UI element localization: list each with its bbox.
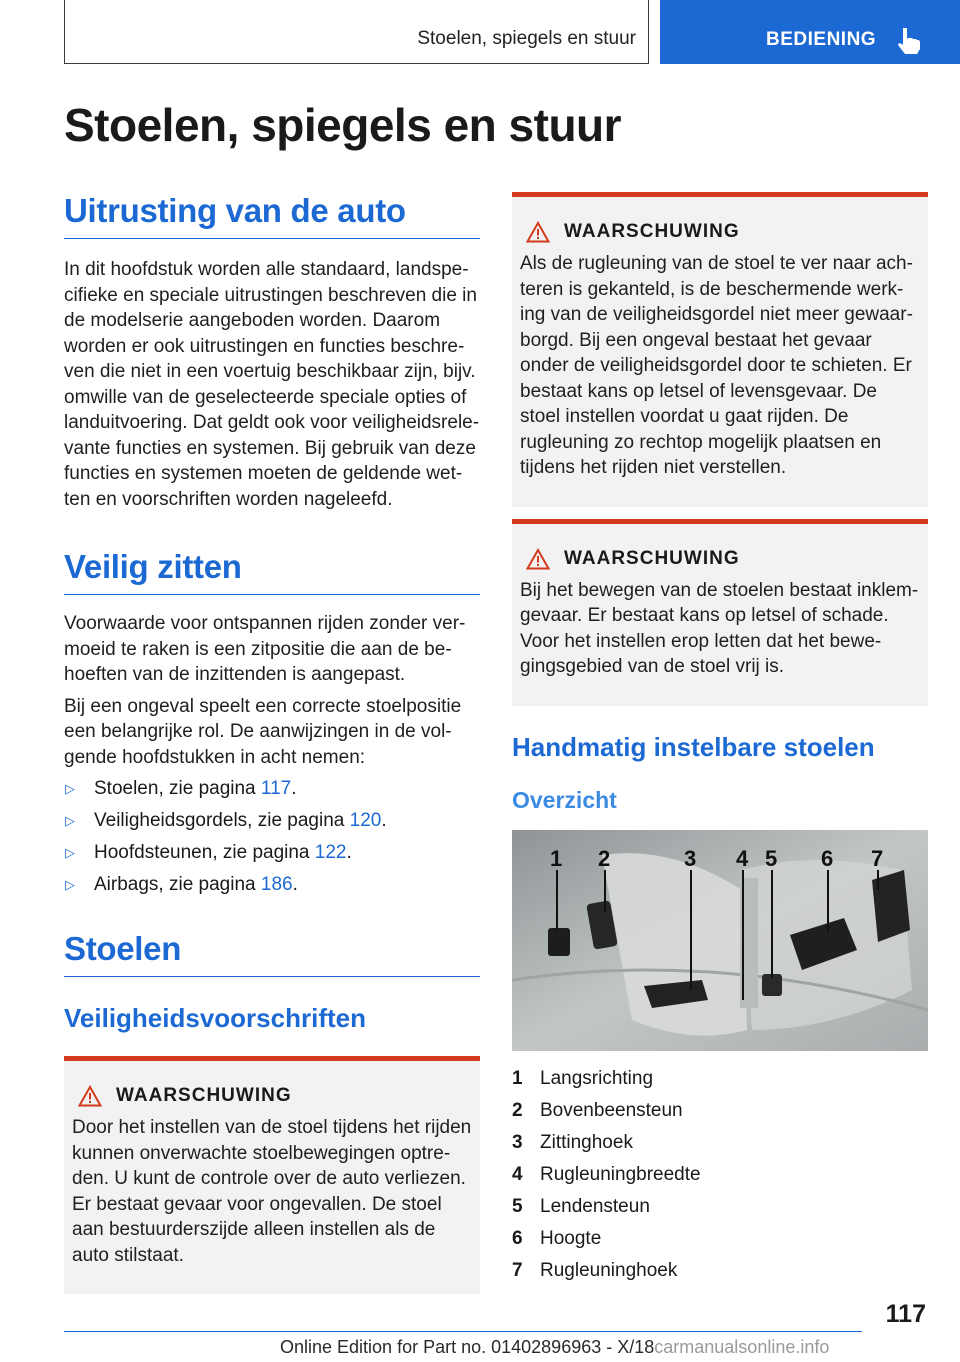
photo-label: 6	[821, 845, 834, 871]
header-section-tab[interactable]	[660, 0, 960, 64]
warning-triangle-icon	[78, 1085, 102, 1107]
list-item: ▷ Stoelen, zie pagina 117.	[64, 776, 480, 802]
heading-equipment: Uitrusting van de auto	[64, 192, 480, 239]
photo-label: 3	[684, 845, 697, 871]
warning-text: Bij het bewegen van de stoelen bestaat inklemgevaar. Er bestaat kans op letsel of schade. Voor het instellen erop letten dat het bewegingsgebied van de stoel vrij is.	[520, 579, 919, 677]
page-number: 117	[885, 1300, 926, 1328]
footer-divider	[64, 1331, 862, 1332]
list-item: ▷ Veiligheidsgordels, zie pagina 120.	[64, 808, 480, 834]
warning-title: WAARSCHUWING	[564, 547, 740, 569]
page-link[interactable]: 117	[260, 778, 292, 799]
warning-text: Door het instellen van de stoel tijdens het rijden kunnen onverwachte stoelbewegingen optreden. U kunt de controle over de auto verliezen. Er bestaat gevaar voor ongevallen. De stoel aan bestuurderszijde alleen instellen als de auto stilstaat.	[72, 1117, 472, 1266]
warning-triangle-icon	[526, 548, 550, 570]
page-link[interactable]: 122	[314, 842, 347, 863]
reference-list	[64, 776, 480, 898]
left-column	[64, 192, 480, 1294]
triangle-bullet-icon: ▷	[65, 845, 75, 860]
warning-box	[64, 1056, 480, 1294]
photo-label: 5	[765, 845, 778, 871]
footer-edition	[280, 1337, 829, 1358]
list-item: ▷ Airbags, zie pagina 186.	[64, 872, 480, 898]
heading-manual-seats: Handmatig instelbare stoelen	[512, 731, 875, 762]
heading-safe-sitting: Veilig zitten	[64, 548, 480, 595]
triangle-bullet-icon: ▷	[65, 813, 75, 828]
triangle-bullet-icon: ▷	[65, 877, 75, 892]
photo-label: 7	[871, 845, 884, 871]
list-item: 3 Zittinghoek	[512, 1131, 633, 1153]
photo-label: 4	[736, 845, 749, 871]
right-column	[512, 192, 928, 1287]
list-item: 4 Rugleuningbreedte	[512, 1163, 701, 1185]
list-item: 1 Langsrichting	[512, 1067, 654, 1089]
seat-controls-photo	[512, 830, 928, 1051]
warning-title: WAARSCHUWING	[116, 1085, 292, 1106]
warning-text: Als de rugleuning van de stoel te ver naar achteren is gekanteld, is de beschermende werking van de veiligheidsgordel niet meer gewaarborgd. Bij een ongeval bestaat het gevaar onder de veiligheidsgordel door te schieten. Er bestaat kans op letsel of levensgevaar. De stoel instellen voordat u gaat rijden. De rugleuning zo rechtop mogelijk plaatsen en tijdens het rijden niet verstellen.	[520, 253, 913, 478]
list-item: ▷ Hoofdsteunen, zie pagina 122.	[64, 840, 480, 866]
photo-legend	[512, 1063, 928, 1287]
page-title: Stoelen, spiegels en stuur	[64, 99, 622, 151]
footer-edition-text: Online Edition for Part no. 01402896963 - X/18	[280, 1337, 655, 1357]
triangle-bullet-icon: ▷	[65, 781, 75, 796]
heading-safety-rules: Veiligheidsvoorschriften	[64, 1003, 366, 1033]
hand-pointer-icon	[895, 26, 921, 56]
list-item: 6 Hoogte	[512, 1227, 602, 1249]
heading-seats: Stoelen	[64, 930, 480, 977]
heading-overview: Overzicht	[512, 786, 617, 813]
warning-triangle-icon	[526, 221, 550, 243]
footer-watermark: carmanualsonline.info	[654, 1337, 830, 1357]
page-link[interactable]: 120	[349, 810, 382, 831]
page-link[interactable]: 186	[260, 874, 293, 895]
photo-label: 1	[550, 845, 563, 871]
safe-sitting-paragraph-2: Bij een ongeval speelt een correcte stoelpositie een belangrijke rol. De aanwijzingen in de volgende hoofdstukken in acht nemen:	[64, 695, 462, 768]
photo-label: 2	[598, 845, 611, 871]
list-item: 7 Rugleuninghoek	[512, 1259, 678, 1281]
header-chapter-box	[64, 0, 649, 64]
safe-sitting-paragraph-1: Voorwaarde voor ontspannen rijden zonder vermoeid te raken is een zitpositie die aan de behoeften van de inzittenden is aangepast.	[64, 613, 466, 685]
header-section-label: BEDIENING	[766, 29, 877, 50]
warning-title: WAARSCHUWING	[564, 221, 740, 242]
warning-box	[512, 519, 928, 706]
list-item: 5 Lendensteun	[512, 1195, 650, 1217]
header-chapter-title: Stoelen, spiegels en stuur	[417, 28, 636, 49]
equipment-paragraph: In dit hoofdstuk worden alle standaard, landspecifieke en speciale uitrustingen beschreven die in de modelserie aangeboden worden. Daarom worden er ook uitrustingen en functies beschreven die niet in een voertuig beschikbaar zijn, bijv. omwille van de geselecteerde speciale opties of landuitvoering. Dat geldt ook voor veiligheidsrelevante functies en systemen. Bij gebruik van deze functies en systemen moeten de geldende wetten en voorschriften worden nageleefd.	[64, 259, 480, 510]
list-item: 2 Bovenbeensteun	[512, 1099, 683, 1121]
warning-box	[512, 192, 928, 507]
